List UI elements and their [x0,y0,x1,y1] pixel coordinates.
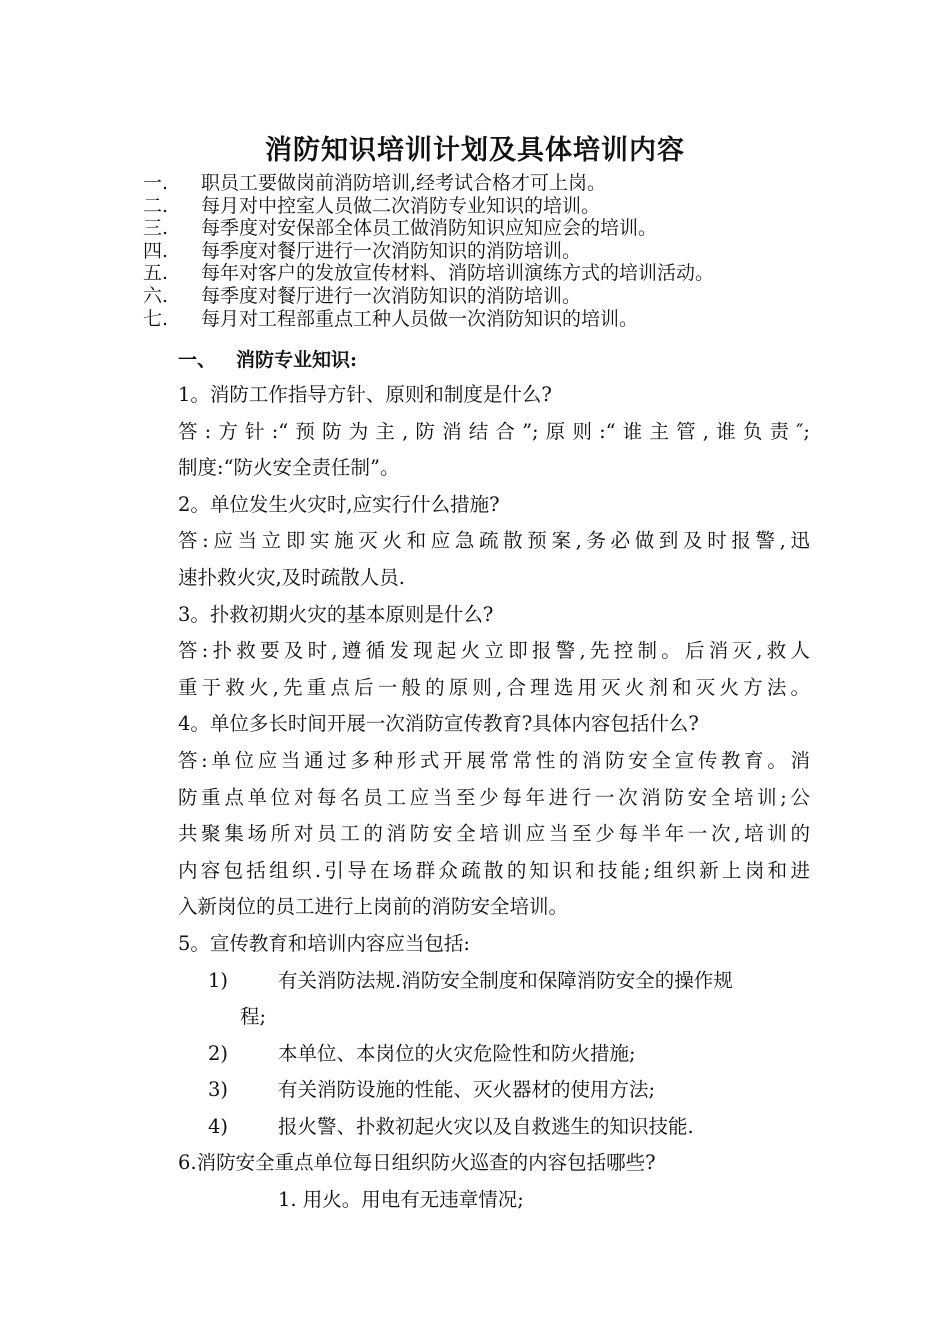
plan-item [143,240,714,263]
plan-item-text: 每季度对餐厅进行一次消防知识的消防培训。 [201,284,582,307]
plan-item-text: 每月对工程部重点工种人员做一次消防知识的培训。 [201,307,639,330]
list-item-text: 有关消防法规.消防安全制度和保障消防安全的操作规 [278,968,733,992]
answer-4-line: 防重点单位对每名员工应当至少每年进行一次消防安全培训;公 [178,785,810,809]
document-title: 消防知识培训计划及具体培训内容 [265,135,685,166]
answer-3-line: 答:扑救要及时,遵循发现起火立即报警,先控制。后消灭,救人 [178,639,810,663]
plan-item-number: 六. [143,284,169,307]
plan-item-number: 一. [143,172,169,194]
list-item-text: 有关消防设施的性能、灭火器材的使用方法; [278,1078,656,1102]
answer-4-line: 入新岗位的员工进行上岗前的消防安全培训。 [178,895,569,919]
list-item-continuation: 程; [240,1005,267,1029]
list-item [178,1072,810,1109]
list-item-number: 2) [208,1041,229,1065]
section-number: 一、 [178,349,217,371]
question-1: 1。消防工作指导方针、原则和制度是什么? [178,383,552,406]
list-item-number: 1) [208,968,229,992]
list-item-number: 3) [208,1078,229,1102]
answer-4-line: 内容包括组织.引导在场群众疏散的知识和技能;组织新上岗和进 [178,858,810,882]
plan-item [143,262,714,285]
list-item-text: 本单位、本岗位的火灾危险性和防火措施; [278,1041,636,1065]
answer-1-line: 制度:“防火安全责任制”。 [178,456,400,480]
answer-1-line: 答:方针:“预防为主,防消结合”;原则:“谁主管,谁负责″; [178,419,810,443]
training-plan-list [143,172,714,330]
answer-2-line: 速扑救火灾,及时疏散人员. [178,565,405,589]
plan-item-text: 每月对中控室人员做二次消防专业知识的培训。 [201,194,601,217]
plan-item-text: 每季度对餐厅进行一次消防知识的消防培训。 [201,239,582,262]
question-4: 4。单位多长时间开展一次消防宣传教育?具体内容包括什么? [178,712,699,736]
qa-content [178,377,810,1219]
question-2: 2。单位发生火灾时,应实行什么措施? [178,492,500,516]
plan-item-number: 七. [143,307,169,330]
plan-item-number: 五. [143,262,169,285]
list-item [178,963,810,1000]
inspection-item: 1. 用火。用电有无违章情况; [278,1188,524,1212]
plan-item [143,172,714,195]
question-3: 3。扑救初期火灾的基本原则是什么? [178,602,494,626]
answer-4-line: 共聚集场所对员工的消防安全培训应当至少每半年一次,培训的 [178,822,810,846]
answer-4-line: 答:单位应当通过多种形式开展常常性的消防安全宣传教育。消 [178,748,810,772]
plan-item-number: 三. [143,217,169,240]
plan-item [143,217,714,240]
plan-item-number: 四. [143,239,169,262]
plan-item [143,308,714,331]
list-item-text: 报火警、扑救初起火灾以及自救逃生的知识技能. [278,1114,694,1138]
question-5: 5。宣传教育和培训内容应当包括: [178,931,470,955]
section-title: 消防专业知识: [236,349,358,371]
plan-item-text: 每季度对安保部全体员工做消防知识应知应会的培训。 [201,217,658,240]
question-6: 6.消防安全重点单位每日组织防火巡查的内容包括哪些? [178,1151,656,1175]
answer-3-line: 重于救火,先重点后一般的原则,合理选用灭火剂和灭火方法。 [178,675,810,699]
plan-item-number: 二. [143,194,169,217]
list-item-number: 4) [208,1114,229,1138]
answer-2-line: 答:应当立即实施灭火和应急疏散预案,务必做到及时报警,迅 [178,529,810,553]
plan-item-text: 职员工要做岗前消防培训,经考试合格才可上岗。 [201,172,607,194]
plan-item-text: 每年对客户的发放宣传材料、消防培训演练方式的培训活动。 [201,262,715,285]
list-item [178,1036,810,1073]
plan-item [143,195,714,218]
plan-item [143,285,714,308]
list-item [178,1109,810,1146]
section-heading [178,345,357,375]
